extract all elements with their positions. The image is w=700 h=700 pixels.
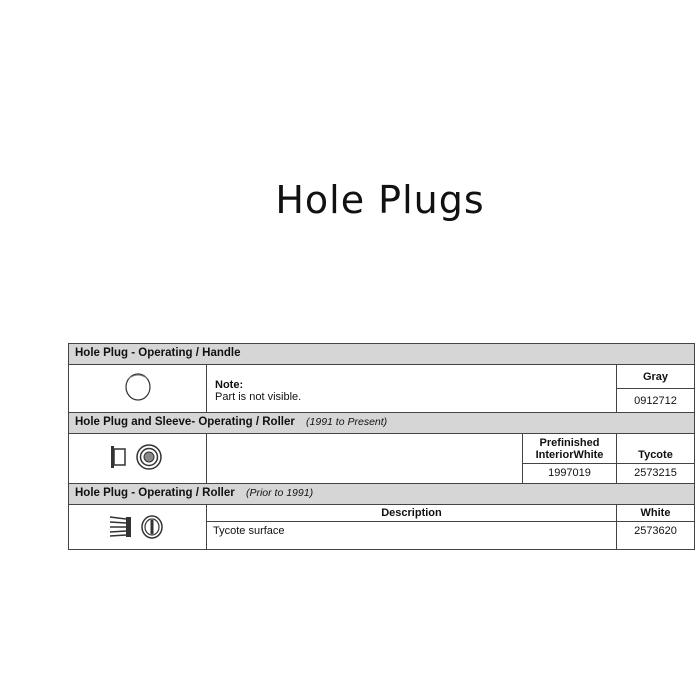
- section-header: [69, 344, 695, 365]
- part-number: 1997019: [523, 464, 617, 484]
- plug-and-sleeve-icon: [107, 440, 169, 474]
- column-header: White: [617, 505, 695, 522]
- column-header: Gray: [617, 365, 695, 389]
- part-number: 2573215: [617, 464, 695, 484]
- part-image-cell: [69, 365, 207, 413]
- description-cell: Tycote surface: [207, 522, 617, 550]
- section-header: [69, 413, 695, 434]
- page-title: Hole Plugs: [275, 178, 485, 222]
- column-header: Tycote: [617, 434, 695, 464]
- section-subtitle: (Prior to 1991): [245, 487, 314, 499]
- note-cell: [207, 365, 617, 413]
- section-title: Hole Plug - Operating / Roller: [75, 487, 235, 499]
- threaded-plug-icon: [106, 511, 170, 541]
- section-title: Hole Plug - Operating / Handle: [75, 347, 241, 359]
- round-hole-plug-icon: [118, 369, 158, 405]
- part-image-cell: [69, 434, 207, 484]
- section-title: Hole Plug and Sleeve- Operating / Roller: [75, 416, 295, 428]
- column-header: Prefinished InteriorWhite: [523, 434, 617, 464]
- note-text: Part is not visible.: [215, 391, 302, 403]
- empty-cell: [207, 434, 523, 484]
- part-number: 2573620: [617, 522, 695, 550]
- part-number: 0912712: [617, 389, 695, 413]
- section-header: [69, 484, 695, 505]
- parts-table: [68, 343, 695, 550]
- section-subtitle: (1991 to Present): [306, 416, 388, 428]
- note-label: Note:: [215, 379, 244, 391]
- part-image-cell: [69, 505, 207, 550]
- column-header: Description: [207, 505, 617, 522]
